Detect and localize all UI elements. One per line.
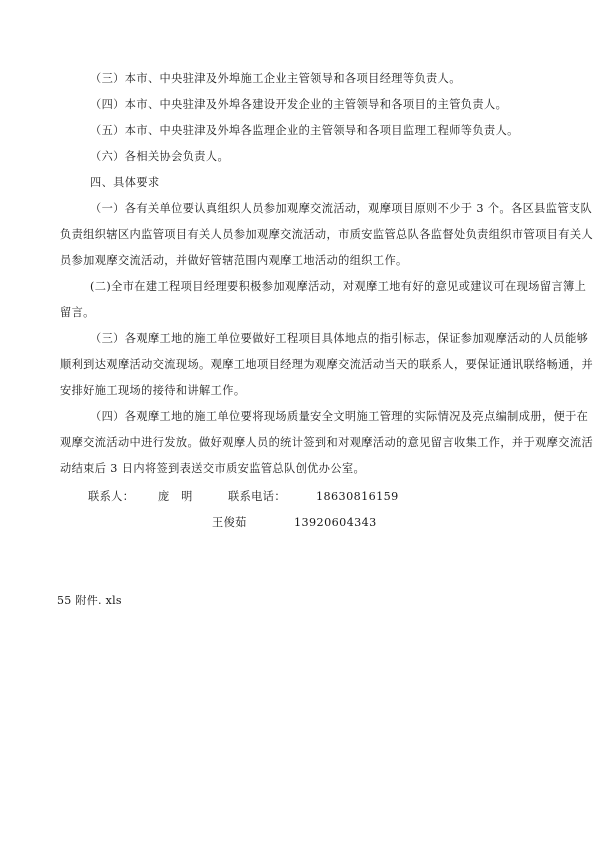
phone-label: 联系电话： — [228, 490, 286, 503]
requirement-1-line-2: 负责组织辖区内监管项目有关人员参加观摩交流活动，市质安监管总队各监督处负责组织市管项目有关人 — [60, 228, 594, 241]
contact-name-2: 王俊茹 — [212, 516, 247, 529]
requirement-2 — [60, 274, 587, 326]
requirement-1-line-3: 员参加观摩交流活动，并做好管辖范围内观摩工地活动的组织工作。 — [60, 254, 408, 267]
requirement-1 — [60, 196, 594, 274]
attendee-item-3: （三）本市、中央驻津及外埠施工企业主管领导和各项目经理等负责人。 — [90, 72, 461, 85]
requirement-3-line-1: （三）各观摩工地的施工单位要做好工程项目具体地点的指引标志，保证参加观摩活动的人员能够 — [90, 332, 589, 345]
requirement-4-line-2: 观摩交流活动中进行发放。做好观摩人员的统计签到和对观摩活动的意见留言收集工作，并于观摩交流活 — [60, 436, 594, 449]
requirement-3-line-3: 安排好施工现场的接待和讲解工作。 — [60, 384, 246, 397]
phone-number-2: 13920604343 — [294, 516, 377, 529]
requirement-4 — [60, 404, 594, 482]
document-body — [60, 66, 594, 536]
contact-row-1 — [88, 484, 512, 510]
contact-block — [88, 484, 512, 536]
phone-number-1: 18630816159 — [316, 490, 399, 503]
requirement-1-line-1: （一）各有关单位要认真组织人员参加观摩交流活动，观摩项目原则不少于 3 个。各区县监管支队 — [90, 202, 593, 215]
attendee-item-5: （五）本市、中央驻津及外埠各监理企业的主管领导和各项目监理工程师等负责人。 — [90, 124, 519, 137]
section-title: 四、具体要求 — [90, 176, 160, 189]
attendee-item-6: （六）各相关协会负责人。 — [90, 150, 230, 163]
requirement-4-line-3: 动结束后 3 日内将签到表送交市质安监管总队创优办公室。 — [60, 462, 366, 475]
attendee-item-4: （四）本市、中央驻津及外埠各建设开发企业的主管领导和各项目的主管负责人。 — [90, 98, 508, 111]
contact-name-1: 庞 明 — [158, 490, 193, 503]
requirement-2-line-1: (二)全市在建工程项目经理要积极参加观摩活动，对观摩工地有好的意见或建议可在现场留言簿上 — [90, 280, 587, 293]
requirement-3 — [60, 326, 594, 404]
requirement-3-line-2: 顺利到达观摩活动交流现场。观摩工地项目经理为观摩交流活动当天的联系人，要保证通讯联络畅通，并 — [60, 358, 594, 371]
requirement-2-line-2: 留言。 — [60, 306, 95, 319]
attachment-link[interactable]: 55 附件. xls — [57, 594, 122, 607]
contact-label: 联系人： — [88, 490, 135, 503]
requirement-4-line-1: （四）各观摩工地的施工单位要将现场质量安全文明施工管理的实际情况及亮点编制成册，便于在 — [90, 410, 589, 423]
contact-row-2 — [88, 510, 512, 536]
